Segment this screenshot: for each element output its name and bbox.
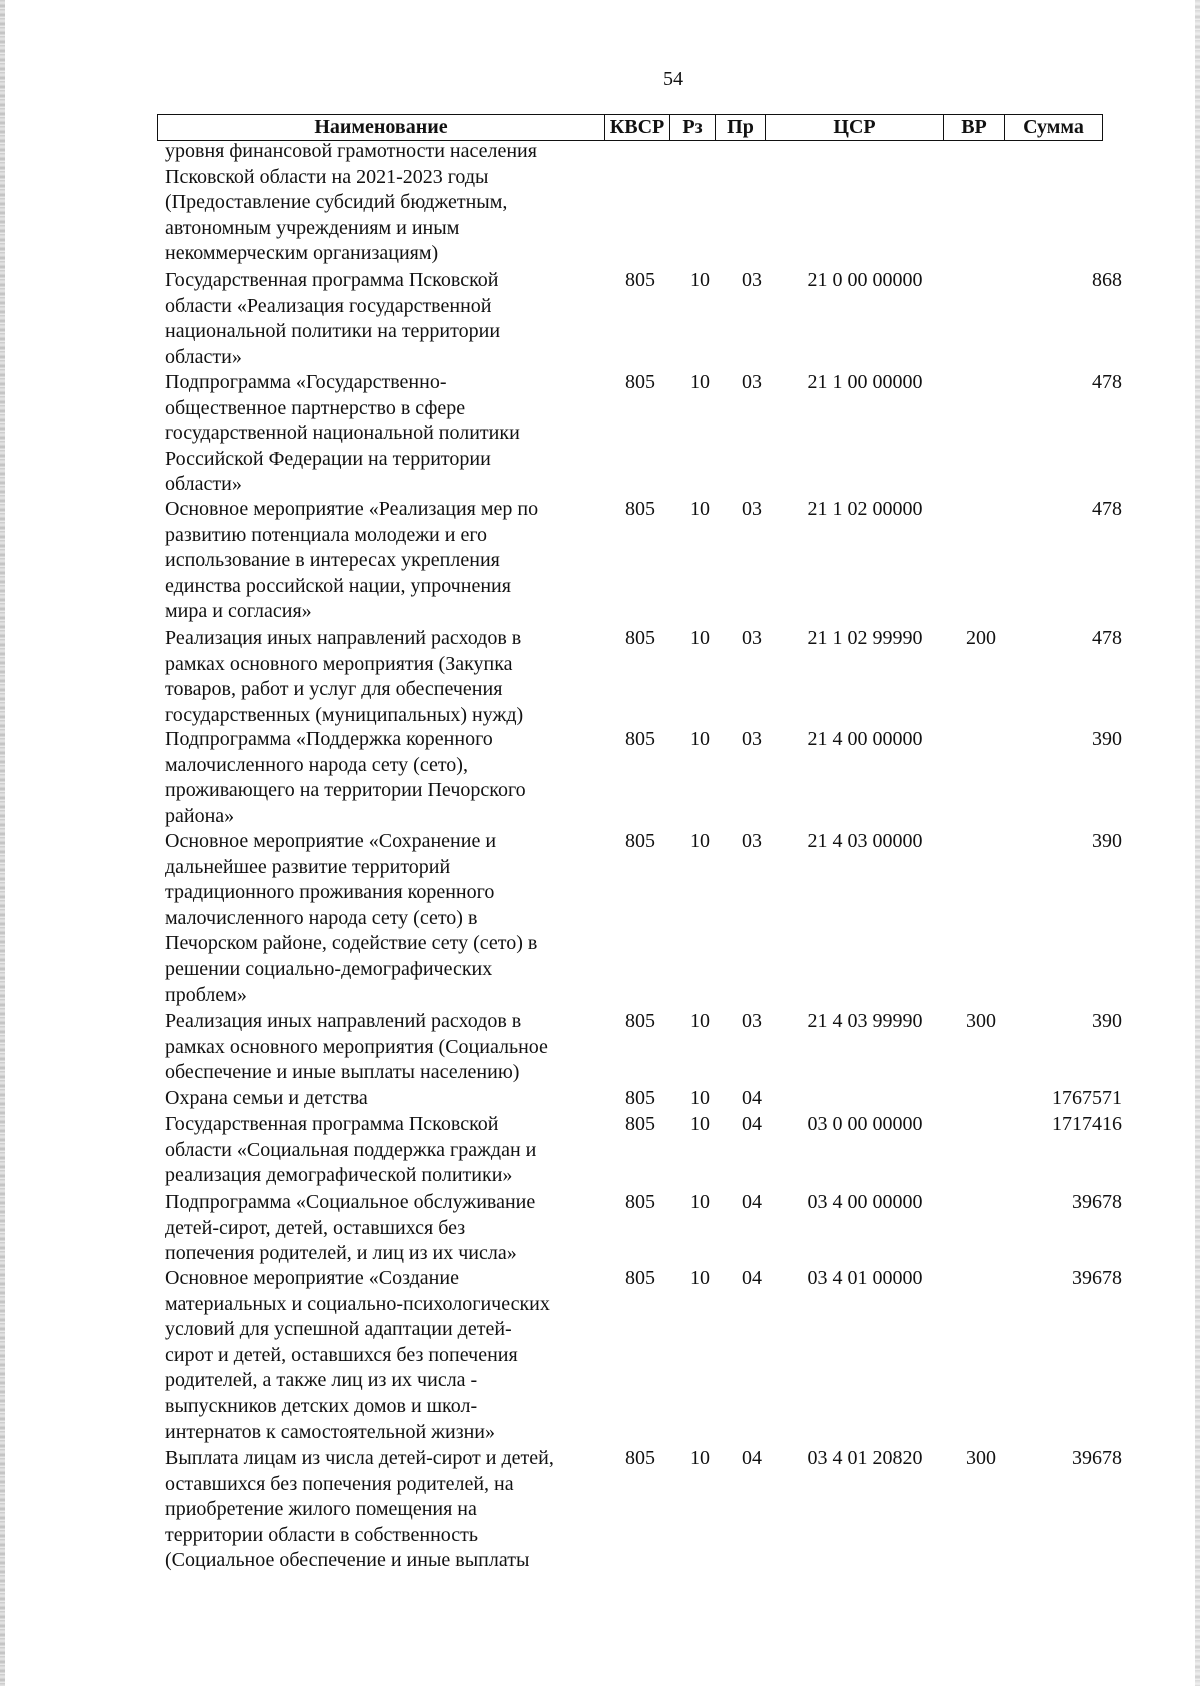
row-sum: 1767571 [1052, 1087, 1122, 1109]
row-rz: 10 [690, 627, 710, 649]
row-name-line: Основное мероприятие «Реализация мер по [165, 498, 539, 520]
row-kvsr: 805 [625, 371, 655, 393]
row-name [165, 727, 605, 829]
row-name-line: попечения родителей, и лиц из их числа» [165, 1242, 517, 1265]
row-name-line: Печорском районе, содействие сету (сето) в [165, 932, 538, 955]
row-pr: 03 [742, 1010, 762, 1032]
row-name-line: малочисленного народа сету (сето), [165, 753, 468, 776]
row-name-line: товаров, работ и услуг для обеспечения [165, 678, 503, 701]
row-rz: 10 [690, 1010, 710, 1032]
row-pr: 03 [742, 728, 762, 750]
row-kvsr: 805 [625, 269, 655, 291]
row-name-line: области «Реализация государственной [165, 294, 492, 317]
row-pr: 04 [742, 1113, 762, 1135]
row-name-line: материальных и социально-психологических [165, 1292, 550, 1315]
row-kvsr: 805 [625, 498, 655, 520]
row-name-line: реализация демографической политики» [165, 1164, 513, 1187]
row-name [165, 1190, 605, 1267]
header-csr: ЦСР [766, 115, 944, 140]
row-name-line: развитию потенциала молодежи и его [165, 523, 488, 546]
row-name-line: Охрана семьи и детства [165, 1087, 368, 1109]
row-csr: 03 0 00 00000 [807, 1113, 923, 1135]
row-pr: 03 [742, 498, 762, 520]
row-kvsr: 805 [625, 1087, 655, 1109]
row-name-line: Подпрограмма «Социальное обслуживание [165, 1191, 536, 1213]
row-pr: 04 [742, 1087, 762, 1109]
row-name-line: мира и согласия» [165, 600, 312, 623]
table-header [157, 114, 1103, 141]
row-name-line: района» [165, 804, 235, 827]
row-name [165, 268, 605, 370]
row-csr: 21 4 03 00000 [807, 830, 923, 852]
row-rz: 10 [690, 830, 710, 852]
row-csr: 21 1 02 00000 [807, 498, 923, 520]
row-kvsr: 805 [625, 728, 655, 750]
row-name [165, 497, 605, 625]
row-name [165, 829, 605, 1008]
row-name-line: приобретение жилого помещения на [165, 1498, 477, 1521]
row-rz: 10 [690, 1447, 710, 1469]
header-kvsr: КВСР [605, 115, 670, 140]
row-csr: 03 4 00 00000 [807, 1191, 923, 1213]
row-name-line: единства российской нации, упрочнения [165, 574, 511, 597]
row-kvsr: 805 [625, 1010, 655, 1032]
row-rz: 10 [690, 371, 710, 393]
row-name [165, 370, 605, 498]
row-name-line: выпускников детских домов и школ- [165, 1394, 478, 1417]
row-name-line: Основное мероприятие «Сохранение и [165, 830, 497, 852]
row-csr: 21 4 03 99990 [807, 1010, 923, 1032]
row-pr: 03 [742, 830, 762, 852]
row-name-line: дальнейшее развитие территорий [165, 855, 451, 878]
row-name-line: (Социальное обеспечение и иные выплаты [165, 1549, 530, 1572]
row-name [165, 139, 605, 267]
row-name-line: интернатов к самостоятельной жизни» [165, 1420, 495, 1443]
row-sum: 390 [1092, 1010, 1122, 1032]
row-vr: 300 [966, 1010, 996, 1032]
row-sum: 39678 [1072, 1191, 1122, 1213]
row-sum: 1717416 [1052, 1113, 1122, 1135]
row-name-line: национальной политики на территории [165, 320, 501, 343]
header-sum: Сумма [1023, 116, 1084, 138]
row-name-line: Государственная программа Псковской [165, 269, 499, 291]
row-sum: 478 [1092, 627, 1122, 649]
scan-edge-left [0, 0, 5, 1686]
row-csr: 21 1 00 00000 [807, 371, 923, 393]
row-rz: 10 [690, 728, 710, 750]
row-kvsr: 805 [625, 1447, 655, 1469]
row-rz: 10 [690, 1087, 710, 1109]
row-name-line: Реализация иных направлений расходов в [165, 627, 522, 649]
row-name-line: области» [165, 473, 242, 496]
row-sum: 39678 [1072, 1267, 1122, 1289]
row-name [165, 1266, 605, 1445]
row-sum: 478 [1092, 371, 1122, 393]
row-kvsr: 805 [625, 1113, 655, 1135]
row-name-line: детей-сирот, детей, оставшихся без [165, 1216, 466, 1239]
row-rz: 10 [690, 1191, 710, 1213]
row-name-line: обеспечение и иные выплаты населению) [165, 1061, 520, 1084]
row-pr: 04 [742, 1191, 762, 1213]
row-rz: 10 [690, 269, 710, 291]
header-pr: Пр [716, 115, 766, 140]
row-name-line: Российской Федерации на территории [165, 447, 491, 470]
row-name-line: Псковской области на 2021-2023 годы [165, 165, 489, 188]
row-csr: 21 4 00 00000 [807, 728, 923, 750]
row-name-line: Государственная программа Псковской [165, 1113, 499, 1135]
row-name [165, 1446, 605, 1574]
header-vr: ВР [944, 115, 1005, 140]
row-name-line: (Предоставление субсидий бюджетным, [165, 191, 508, 214]
row-name-line: условий для успешной адаптации детей- [165, 1318, 512, 1341]
row-kvsr: 805 [625, 1191, 655, 1213]
row-name-line: использование в интересах укрепления [165, 549, 500, 572]
row-rz: 10 [690, 1267, 710, 1289]
row-name-line: Реализация иных направлений расходов в [165, 1010, 522, 1032]
row-pr: 03 [742, 371, 762, 393]
row-sum: 478 [1092, 498, 1122, 520]
row-pr: 03 [742, 627, 762, 649]
row-name-line: проживающего на территории Печорского [165, 779, 526, 802]
row-pr: 04 [742, 1267, 762, 1289]
row-sum: 390 [1092, 728, 1122, 750]
row-csr: 21 0 00 00000 [807, 269, 923, 291]
row-name-line: автономным учреждениям и иным [165, 216, 460, 239]
row-rz: 10 [690, 498, 710, 520]
row-name [165, 1112, 605, 1189]
header-name: Наименование [158, 115, 605, 140]
row-sum: 390 [1092, 830, 1122, 852]
row-name [165, 1009, 605, 1086]
row-pr: 03 [742, 269, 762, 291]
row-csr: 03 4 01 00000 [807, 1267, 923, 1289]
row-name-line: малочисленного народа сету (сето) в [165, 906, 478, 929]
row-name-line: решении социально-демографических [165, 957, 493, 980]
row-name-line: некоммерческим организациям) [165, 242, 439, 265]
row-name-line: Подпрограмма «Государственно- [165, 371, 447, 393]
row-name-line: традиционного проживания коренного [165, 881, 495, 904]
row-name-line: оставшихся без попечения родителей, на [165, 1472, 514, 1495]
row-name-line: Основное мероприятие «Создание [165, 1267, 459, 1289]
row-name-line: проблем» [165, 983, 247, 1006]
row-name [165, 626, 605, 728]
row-vr: 200 [966, 627, 996, 649]
row-name-line: государственных (муниципальных) нужд) [165, 703, 524, 726]
row-vr: 300 [966, 1447, 996, 1469]
row-name-line: уровня финансовой грамотности населения [165, 140, 537, 162]
row-kvsr: 805 [625, 627, 655, 649]
scan-edge-right [1195, 0, 1200, 1686]
page-number: 54 [663, 68, 683, 90]
row-name-line: области» [165, 345, 242, 368]
row-csr: 21 1 02 99990 [807, 627, 923, 649]
row-name-line: территории области в собственность [165, 1523, 479, 1546]
row-name-line: Подпрограмма «Поддержка коренного [165, 728, 493, 750]
row-name-line: общественное партнерство в сфере [165, 396, 466, 419]
row-name-line: области «Социальная поддержка граждан и [165, 1138, 537, 1161]
row-sum: 868 [1092, 269, 1122, 291]
row-name-line: рамках основного мероприятия (Закупка [165, 652, 513, 675]
row-name-line: государственной национальной политики [165, 422, 520, 445]
row-kvsr: 805 [625, 830, 655, 852]
row-name-line: сирот и детей, оставшихся без попечения [165, 1343, 518, 1366]
row-name-line: рамках основного мероприятия (Социальное [165, 1035, 548, 1058]
header-rz: Рз [670, 115, 716, 140]
row-sum: 39678 [1072, 1447, 1122, 1469]
row-name [165, 1086, 605, 1112]
row-csr: 03 4 01 20820 [807, 1447, 923, 1469]
row-pr: 04 [742, 1447, 762, 1469]
row-rz: 10 [690, 1113, 710, 1135]
row-name-line: родителей, а также лиц из их числа - [165, 1369, 478, 1392]
row-kvsr: 805 [625, 1267, 655, 1289]
row-name-line: Выплата лицам из числа детей-сирот и детей, [165, 1447, 554, 1469]
